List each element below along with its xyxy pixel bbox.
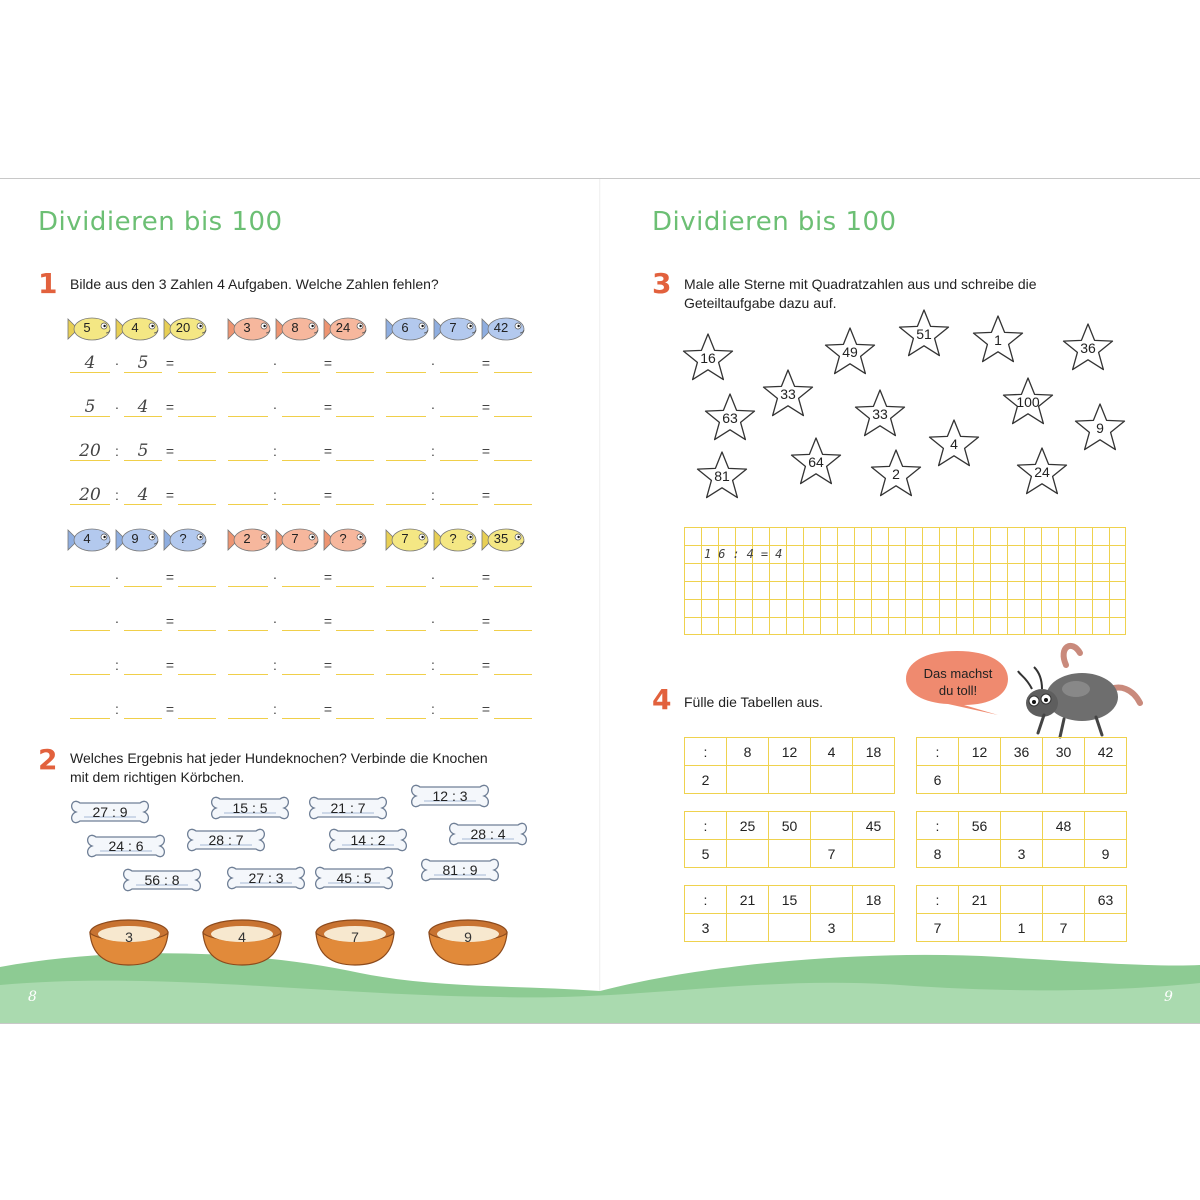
table-blank-cell[interactable] bbox=[811, 812, 853, 840]
star-number: 24 bbox=[1034, 464, 1050, 480]
operator: : bbox=[431, 487, 435, 503]
table-blank-cell[interactable] bbox=[1043, 886, 1085, 914]
table-header-row bbox=[917, 886, 1127, 914]
dog-basket-number: 4 bbox=[238, 929, 246, 945]
fish-number: ? bbox=[339, 531, 347, 546]
equals-sign: = bbox=[165, 443, 175, 459]
equals-sign: = bbox=[323, 487, 333, 503]
equals-sign: = bbox=[165, 569, 175, 585]
fish-number: 4 bbox=[83, 531, 91, 546]
operator: · bbox=[272, 355, 278, 371]
division-tables-area bbox=[0, 179, 1200, 979]
fish-number: 2 bbox=[243, 531, 251, 546]
fish-number: 7 bbox=[291, 531, 299, 546]
blank-divisor[interactable]: 5 bbox=[124, 441, 162, 461]
fish-number: 7 bbox=[401, 531, 409, 546]
table-cell: 56 bbox=[959, 812, 1001, 840]
equals-sign: = bbox=[481, 701, 491, 717]
equals-sign: = bbox=[481, 613, 491, 629]
equals-sign: = bbox=[323, 701, 333, 717]
table-blank-cell[interactable] bbox=[769, 914, 811, 942]
table-blank-cell[interactable] bbox=[1001, 886, 1043, 914]
fish-number: 5 bbox=[83, 320, 91, 335]
operator: · bbox=[114, 399, 120, 415]
equals-sign: = bbox=[481, 399, 491, 415]
table-blank-cell[interactable] bbox=[1001, 766, 1043, 794]
table-cell: : bbox=[917, 738, 959, 766]
table-cell: : bbox=[917, 812, 959, 840]
table-cell: 30 bbox=[1043, 738, 1085, 766]
book-spread bbox=[0, 178, 1200, 1024]
division-table bbox=[916, 737, 1127, 794]
star-number: 4 bbox=[950, 436, 958, 452]
dog-bone-label: 27 : 3 bbox=[248, 870, 284, 886]
table-cell: 8 bbox=[917, 840, 959, 868]
star-number: 16 bbox=[700, 350, 716, 366]
table-cell: 48 bbox=[1043, 812, 1085, 840]
equals-sign: = bbox=[481, 657, 491, 673]
operator: · bbox=[272, 569, 278, 585]
table-blank-cell[interactable] bbox=[1085, 766, 1127, 794]
equals-sign: = bbox=[165, 355, 175, 371]
right-page-number: 9 bbox=[1164, 989, 1173, 1005]
table-blank-cell[interactable] bbox=[959, 914, 1001, 942]
equals-sign: = bbox=[323, 355, 333, 371]
table-blank-cell[interactable] bbox=[1043, 766, 1085, 794]
task-3-instruction-line1: Male alle Sterne mit Quadratzahlen aus und schreibe die bbox=[684, 276, 1037, 292]
fish-number: ? bbox=[179, 531, 187, 546]
task-4-instruction: Fülle die Tabellen aus. bbox=[684, 694, 824, 710]
table-cell: 6 bbox=[917, 766, 959, 794]
star-number: 2 bbox=[892, 466, 900, 482]
fish-number: 24 bbox=[335, 320, 351, 335]
operator: · bbox=[114, 613, 120, 629]
operator: : bbox=[273, 701, 277, 717]
table-blank-cell[interactable] bbox=[811, 766, 853, 794]
star-number: 100 bbox=[1016, 394, 1040, 410]
speech-bubble-line2: du toll! bbox=[938, 683, 978, 698]
equals-sign: = bbox=[323, 613, 333, 629]
table-header-row bbox=[917, 812, 1127, 840]
table-cell: 8 bbox=[727, 738, 769, 766]
equals-sign: = bbox=[165, 399, 175, 415]
fish-number: 42 bbox=[493, 320, 509, 335]
grid-example-equation: 16:4=4 bbox=[704, 547, 790, 561]
operator: · bbox=[430, 355, 436, 371]
dog-basket-number: 7 bbox=[351, 929, 359, 945]
task-1-number: 1 bbox=[38, 267, 58, 300]
operator: : bbox=[273, 443, 277, 459]
equals-sign: = bbox=[323, 399, 333, 415]
blank-dividend[interactable]: 20 bbox=[70, 485, 110, 505]
table-cell: 36 bbox=[1001, 738, 1043, 766]
blank-dividend[interactable]: 5 bbox=[70, 397, 110, 417]
table-result-row bbox=[917, 766, 1127, 794]
task-3-number: 3 bbox=[652, 267, 672, 300]
dog-bone-label: 24 : 6 bbox=[108, 838, 144, 854]
fish-number: 8 bbox=[291, 320, 299, 335]
table-cell: 15 bbox=[769, 886, 811, 914]
table-cell: 42 bbox=[1085, 738, 1127, 766]
table-blank-cell[interactable] bbox=[769, 766, 811, 794]
operator: · bbox=[114, 355, 120, 371]
operator: : bbox=[431, 443, 435, 459]
table-blank-cell[interactable] bbox=[1085, 914, 1127, 942]
division-table bbox=[916, 885, 1127, 942]
fish-number: 7 bbox=[449, 320, 457, 335]
equals-sign: = bbox=[165, 613, 175, 629]
task-2-instruction-line2: mit dem richtigen Körbchen. bbox=[70, 769, 245, 785]
table-header-row bbox=[685, 886, 895, 914]
equals-sign: = bbox=[323, 657, 333, 673]
operator: : bbox=[431, 657, 435, 673]
dog-bone-label: 14 : 2 bbox=[350, 832, 386, 848]
table-blank-cell[interactable] bbox=[769, 840, 811, 868]
table-cell: 2 bbox=[685, 766, 727, 794]
table-blank-cell[interactable] bbox=[727, 766, 769, 794]
speech-bubble-line1: Das machst bbox=[923, 666, 993, 681]
table-cell: 21 bbox=[959, 886, 1001, 914]
table-cell: 5 bbox=[685, 840, 727, 868]
table-cell: 25 bbox=[727, 812, 769, 840]
fish-number: 20 bbox=[175, 320, 191, 335]
operator: · bbox=[272, 613, 278, 629]
division-table bbox=[916, 811, 1127, 868]
dog-bone-label: 45 : 5 bbox=[336, 870, 372, 886]
right-page-title: Dividieren bis 100 bbox=[652, 207, 897, 237]
operator: · bbox=[430, 613, 436, 629]
operator: · bbox=[430, 399, 436, 415]
table-cell: 45 bbox=[853, 812, 895, 840]
left-page-title: Dividieren bis 100 bbox=[38, 207, 283, 237]
table-cell: 21 bbox=[727, 886, 769, 914]
task-3-instruction-line2: Geteiltaufgabe dazu auf. bbox=[684, 295, 837, 311]
equals-sign: = bbox=[481, 355, 491, 371]
table-blank-cell[interactable] bbox=[1043, 840, 1085, 868]
table-cell: : bbox=[917, 886, 959, 914]
task-1-instruction: Bilde aus den 3 Zahlen 4 Aufgaben. Welche Zahlen fehlen? bbox=[70, 276, 439, 292]
table-blank-cell[interactable] bbox=[727, 840, 769, 868]
star-number: 81 bbox=[714, 468, 730, 484]
blank-dividend[interactable]: 20 bbox=[70, 441, 110, 461]
blank-divisor[interactable]: 4 bbox=[124, 397, 162, 417]
division-table bbox=[684, 737, 895, 794]
left-page-number: 8 bbox=[28, 989, 37, 1005]
table-result-row bbox=[917, 914, 1127, 942]
fish-number: 3 bbox=[243, 320, 251, 335]
star-number: 1 bbox=[994, 332, 1002, 348]
equals-sign: = bbox=[165, 657, 175, 673]
equals-sign: = bbox=[165, 701, 175, 717]
table-cell: 3 bbox=[685, 914, 727, 942]
operator: : bbox=[431, 701, 435, 717]
star-number: 64 bbox=[808, 454, 824, 470]
fish-number: 4 bbox=[131, 320, 139, 335]
table-cell: 3 bbox=[811, 914, 853, 942]
task-2-number: 2 bbox=[38, 743, 58, 776]
table-cell: 12 bbox=[769, 738, 811, 766]
table-cell: 4 bbox=[811, 738, 853, 766]
operator: : bbox=[115, 701, 119, 717]
fish-number: 6 bbox=[401, 320, 409, 335]
table-cell: 18 bbox=[853, 886, 895, 914]
table-cell: : bbox=[685, 738, 727, 766]
table-blank-cell[interactable] bbox=[959, 766, 1001, 794]
fish-number: 9 bbox=[131, 531, 139, 546]
blank-divisor[interactable]: 4 bbox=[124, 485, 162, 505]
star-number: 9 bbox=[1096, 420, 1104, 436]
table-cell: 50 bbox=[769, 812, 811, 840]
table-cell: 7 bbox=[1043, 914, 1085, 942]
operator: : bbox=[273, 487, 277, 503]
dog-basket-number: 9 bbox=[464, 929, 472, 945]
dog-bone-label: 28 : 7 bbox=[208, 832, 244, 848]
table-blank-cell[interactable] bbox=[853, 840, 895, 868]
table-cell: 7 bbox=[917, 914, 959, 942]
table-cell: 7 bbox=[811, 840, 853, 868]
dog-basket-number: 3 bbox=[125, 929, 133, 945]
table-cell: 9 bbox=[1085, 840, 1127, 868]
table-result-row bbox=[685, 840, 895, 868]
dog-bone-label: 28 : 4 bbox=[470, 826, 506, 842]
operator: · bbox=[272, 399, 278, 415]
star-number: 33 bbox=[780, 386, 796, 402]
table-blank-cell[interactable] bbox=[811, 886, 853, 914]
table-cell: 18 bbox=[853, 738, 895, 766]
star-number: 33 bbox=[872, 406, 888, 422]
table-cell: 1 bbox=[1001, 914, 1043, 942]
operator: · bbox=[430, 569, 436, 585]
equals-sign: = bbox=[165, 487, 175, 503]
star-number: 63 bbox=[722, 410, 738, 426]
operator: : bbox=[273, 657, 277, 673]
dog-bone-label: 27 : 9 bbox=[92, 804, 128, 820]
star-number: 36 bbox=[1080, 340, 1096, 356]
table-result-row bbox=[917, 840, 1127, 868]
dog-bone-label: 56 : 8 bbox=[144, 872, 180, 888]
star-number: 49 bbox=[842, 344, 858, 360]
table-blank-cell[interactable] bbox=[853, 766, 895, 794]
dog-bone-label: 12 : 3 bbox=[432, 788, 468, 804]
dog-bone-label: 21 : 7 bbox=[330, 800, 366, 816]
equals-sign: = bbox=[323, 569, 333, 585]
table-blank-cell[interactable] bbox=[1085, 812, 1127, 840]
star-number: 51 bbox=[916, 326, 932, 342]
blank-divisor[interactable]: 5 bbox=[124, 353, 162, 373]
table-cell: : bbox=[685, 886, 727, 914]
fish-number: ? bbox=[449, 531, 457, 546]
table-header-row bbox=[917, 738, 1127, 766]
table-header-row bbox=[685, 738, 895, 766]
dog-bone-label: 15 : 5 bbox=[232, 800, 268, 816]
task-4-number: 4 bbox=[652, 683, 672, 716]
equals-sign: = bbox=[323, 443, 333, 459]
table-cell: 3 bbox=[1001, 840, 1043, 868]
operator: : bbox=[115, 487, 119, 503]
table-result-row bbox=[685, 766, 895, 794]
equals-sign: = bbox=[481, 487, 491, 503]
table-header-row bbox=[685, 812, 895, 840]
table-blank-cell[interactable] bbox=[727, 914, 769, 942]
operator: · bbox=[114, 569, 120, 585]
table-cell: 12 bbox=[959, 738, 1001, 766]
table-result-row bbox=[685, 914, 895, 942]
blank-dividend[interactable]: 4 bbox=[70, 353, 110, 373]
operator: : bbox=[115, 443, 119, 459]
equals-sign: = bbox=[481, 443, 491, 459]
division-table bbox=[684, 885, 895, 942]
table-cell: : bbox=[685, 812, 727, 840]
table-cell: 63 bbox=[1085, 886, 1127, 914]
fish-number: 35 bbox=[493, 531, 509, 546]
dog-bone-label: 81 : 9 bbox=[442, 862, 478, 878]
task-2-instruction-line1: Welches Ergebnis hat jeder Hundeknochen? Verbinde die Knochen bbox=[70, 750, 488, 766]
table-blank-cell[interactable] bbox=[959, 840, 1001, 868]
equals-sign: = bbox=[481, 569, 491, 585]
table-blank-cell[interactable] bbox=[1001, 812, 1043, 840]
operator: : bbox=[115, 657, 119, 673]
table-blank-cell[interactable] bbox=[853, 914, 895, 942]
division-table bbox=[684, 811, 895, 868]
